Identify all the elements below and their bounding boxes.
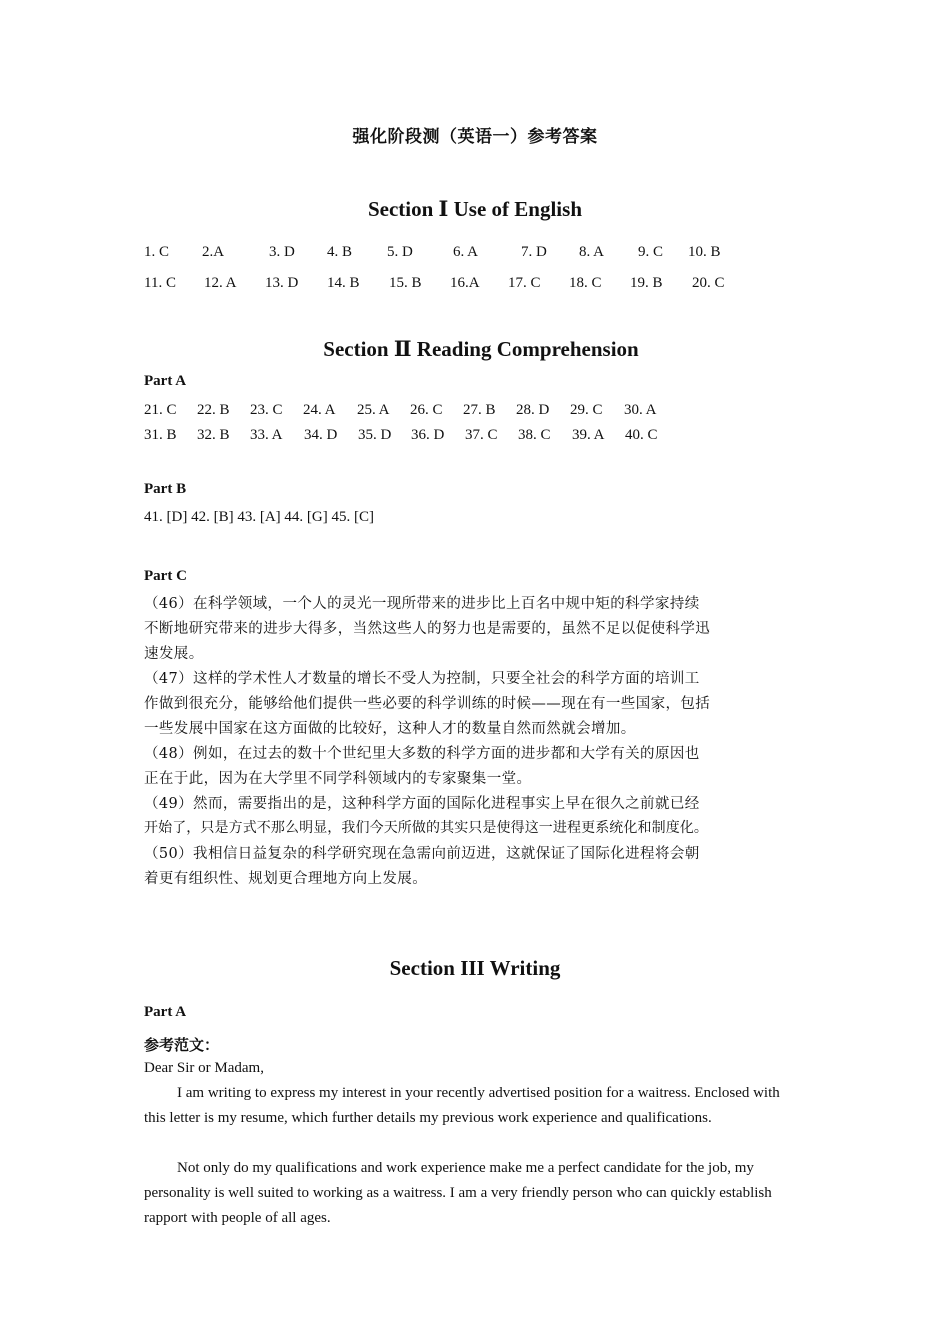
translation-line: 正在于此，因为在大学里不同学科领域内的专家聚集一堂。: [144, 771, 532, 787]
answer-item: 14. B: [327, 275, 360, 291]
translation-line: 开始了，只是方式不那么明显，我们今天所做的其实只是使得这一进程更系统化和制度化。: [144, 820, 708, 836]
answer-item: 2.A: [202, 244, 225, 260]
answer-item: 39. A: [572, 427, 605, 443]
answer-item: 36. D: [411, 427, 445, 443]
section-3-part-a-label: Part A: [144, 1004, 187, 1020]
answer-item: 8. A: [579, 244, 605, 260]
answer-item: 13. D: [265, 275, 299, 291]
answer-item: 1. C: [144, 244, 170, 260]
answer-item: 19. B: [630, 275, 663, 291]
answer-item: 31. B: [144, 427, 177, 443]
answer-item: 30. A: [624, 402, 657, 418]
answer-item: 22. B: [197, 402, 230, 418]
translation-line: （48）例如，在过去的数十个世纪里大多数的科学方面的进步都和大学有关的原因也: [144, 746, 700, 762]
answer-item: 7. D: [521, 244, 547, 260]
translation-line: 速发展。: [144, 646, 204, 662]
answer-item: 24. A: [303, 402, 336, 418]
section-3-heading: Section III Writing: [389, 956, 561, 980]
answer-item: 15. B: [389, 275, 422, 291]
translation-line: （47）这样的学术性人才数量的增长不受人为控制，只要全社会的科学方面的培训工: [144, 671, 700, 687]
letter-paragraph-1: [144, 1081, 804, 1131]
answer-item: 6. A: [453, 244, 479, 260]
sample-essay-label: 参考范文：: [144, 1036, 220, 1054]
translation-line: 着更有组织性、规划更合理地方向上发展。: [144, 871, 428, 887]
section-2-heading: Section Ⅱ Reading Comprehension: [323, 337, 639, 361]
answer-item: 4. B: [327, 244, 353, 260]
answer-item: 3. D: [269, 244, 295, 260]
section-2-part-a-label: Part A: [144, 373, 187, 389]
answer-item: 5. D: [387, 244, 413, 260]
section-2-part-c-label: Part C: [144, 568, 187, 584]
answer-item: 34. D: [304, 427, 338, 443]
answer-item: 29. C: [570, 402, 603, 418]
letter-paragraph-2: [144, 1156, 804, 1231]
answer-item: 28. D: [516, 402, 550, 418]
answer-item: 38. C: [518, 427, 551, 443]
paragraph-text: I am writing to express my interest in your recently advertised position for a waitress. Enclosed with this letter is my resume, which further details my previous work experience and qualifications.: [144, 1085, 780, 1126]
answer-item: 20. C: [692, 275, 725, 291]
answer-item: 10. B: [688, 244, 721, 260]
answer-item: 17. C: [508, 275, 541, 291]
answer-item: 27. B: [463, 402, 496, 418]
answer-item: 21. C: [144, 402, 177, 418]
answer-item: 25. A: [357, 402, 390, 418]
section-2-part-b-answers: 41. [D] 42. [B] 43. [A] 44. [G] 45. [C]: [144, 509, 374, 525]
answer-item: 32. B: [197, 427, 230, 443]
answer-item: 16.A: [450, 275, 480, 291]
answer-item: 40. C: [625, 427, 658, 443]
translation-line: 不断地研究带来的进步大得多，当然这些人的努力也是需要的，虽然不足以促使科学迅: [144, 621, 711, 637]
section-2-part-b-label: Part B: [144, 481, 187, 497]
translation-line: 作做到很充分，能够给他们提供一些必要的科学训练的时候——现在有一些国家，包括: [144, 696, 711, 712]
page-title: 强化阶段测（英语一）参考答案: [352, 127, 598, 147]
letter-salutation: Dear Sir or Madam,: [144, 1060, 264, 1076]
answer-item: 12. A: [204, 275, 237, 291]
answer-item: 33. A: [250, 427, 283, 443]
answer-item: 9. C: [638, 244, 664, 260]
translation-line: （49）然而，需要指出的是，这种科学方面的国际化进程事实上早在很久之前就已经: [144, 796, 700, 812]
translation-line: （50）我相信日益复杂的科学研究现在急需向前迈进，这就保证了国际化进程将会朝: [144, 846, 700, 862]
paragraph-text: Not only do my qualifications and work experience make me a perfect candidate for the job, my personality is well suited to working as a waitress. I am a very friendly person who can quickly establish rapport with people of all ages.: [144, 1160, 772, 1226]
answer-item: 18. C: [569, 275, 602, 291]
answer-item: 35. D: [358, 427, 392, 443]
translation-line: （46）在科学领域，一个人的灵光一现所带来的进步比上百名中规中矩的科学家持续: [144, 596, 700, 612]
section-1-heading: Section Ⅰ Use of English: [367, 197, 582, 221]
answer-item: 26. C: [410, 402, 443, 418]
answer-item: 23. C: [250, 402, 283, 418]
translation-line: 一些发展中国家在这方面做的比较好，这种人才的数量自然而然就会增加。: [144, 721, 636, 737]
answer-item: 11. C: [144, 275, 176, 291]
answer-item: 37. C: [465, 427, 498, 443]
